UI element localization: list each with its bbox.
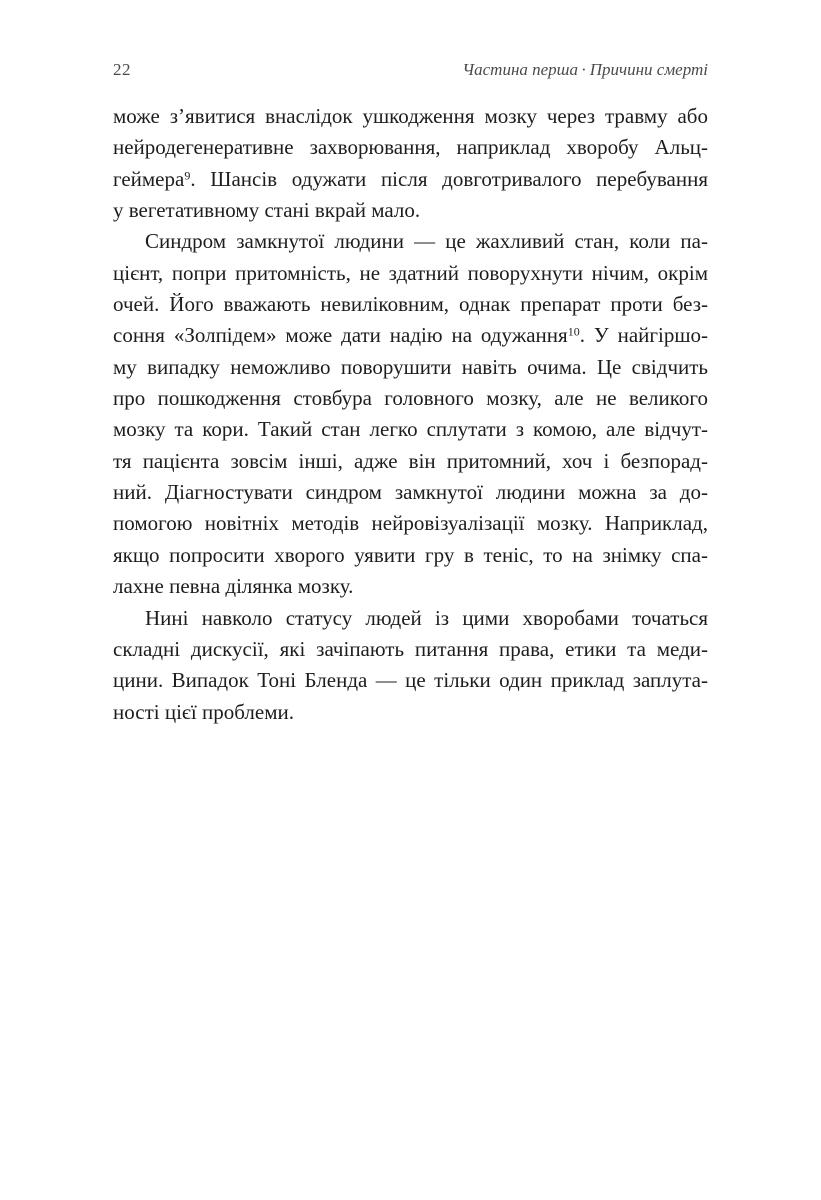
part-title: Частина перша [462, 60, 579, 79]
text-line: може з’явитися внаслідок ушкодження мозку через травму або [113, 104, 708, 128]
text-line: складні дискусії, які зачіпають питання права, етики та меди- [113, 636, 708, 661]
text-line: геймера$^9$. Шансів одужати після довготривалого перебування [113, 166, 708, 191]
text-line: мозку та кори. Такий стан легко сплутати з комою, але відчут- [113, 417, 708, 442]
text-line: ний. Діагностувати синдром замкнутої людини можна за до- [113, 480, 708, 505]
title-separator: · [581, 60, 587, 79]
text-line: цини. Випадок Тоні Бленда — це тільки один приклад заплута- [113, 668, 708, 693]
text-line: Синдром замкнутої людини — це жахливий стан, коли па- [145, 229, 708, 254]
footnote-ref: 9 [184, 168, 191, 183]
text-line: Нині навколо статусу людей із цими хворобами точаться [145, 605, 708, 630]
text-line: соння «Золпідем» може дати надію на одужання$^{10}$. У найгіршо- [113, 323, 708, 348]
text-line: помогою новітніх методів нейровізуалізації мозку. Наприклад, [113, 511, 708, 536]
text-line: цієнт, попри притомність, не здатний поворухнути нічим, окрім [113, 260, 708, 285]
chapter-title: Причини смерті [589, 60, 708, 79]
text-line: очей. Його вважають невиліковним, однак препарат проти без- [113, 292, 708, 317]
text-line: лахне певна ділянка мозку. [113, 574, 354, 599]
running-title [462, 60, 708, 80]
page-number: 22 [113, 60, 131, 79]
text-line: якщо попросити хворого уявити гру в теніс, то на знімку спа- [113, 542, 708, 567]
text-line: тя пацієнта зовсім інші, адже він притомний, хоч і безпорад- [113, 448, 708, 473]
text-line: ності цієї проблеми. [113, 699, 294, 724]
running-head [113, 60, 708, 84]
body-text [113, 101, 708, 728]
text-line: му випадку неможливо поворушити навіть очима. Це свідчить [113, 354, 708, 379]
text-line: про пошкодження стовбура головного мозку, але не великого [113, 386, 708, 411]
footnote-ref: 10 [567, 324, 580, 339]
text-line: нейродегенеративне захворювання, наприклад хворобу Альц- [113, 135, 708, 160]
text-line: у вегетативному стані вкрай мало. [113, 198, 421, 223]
